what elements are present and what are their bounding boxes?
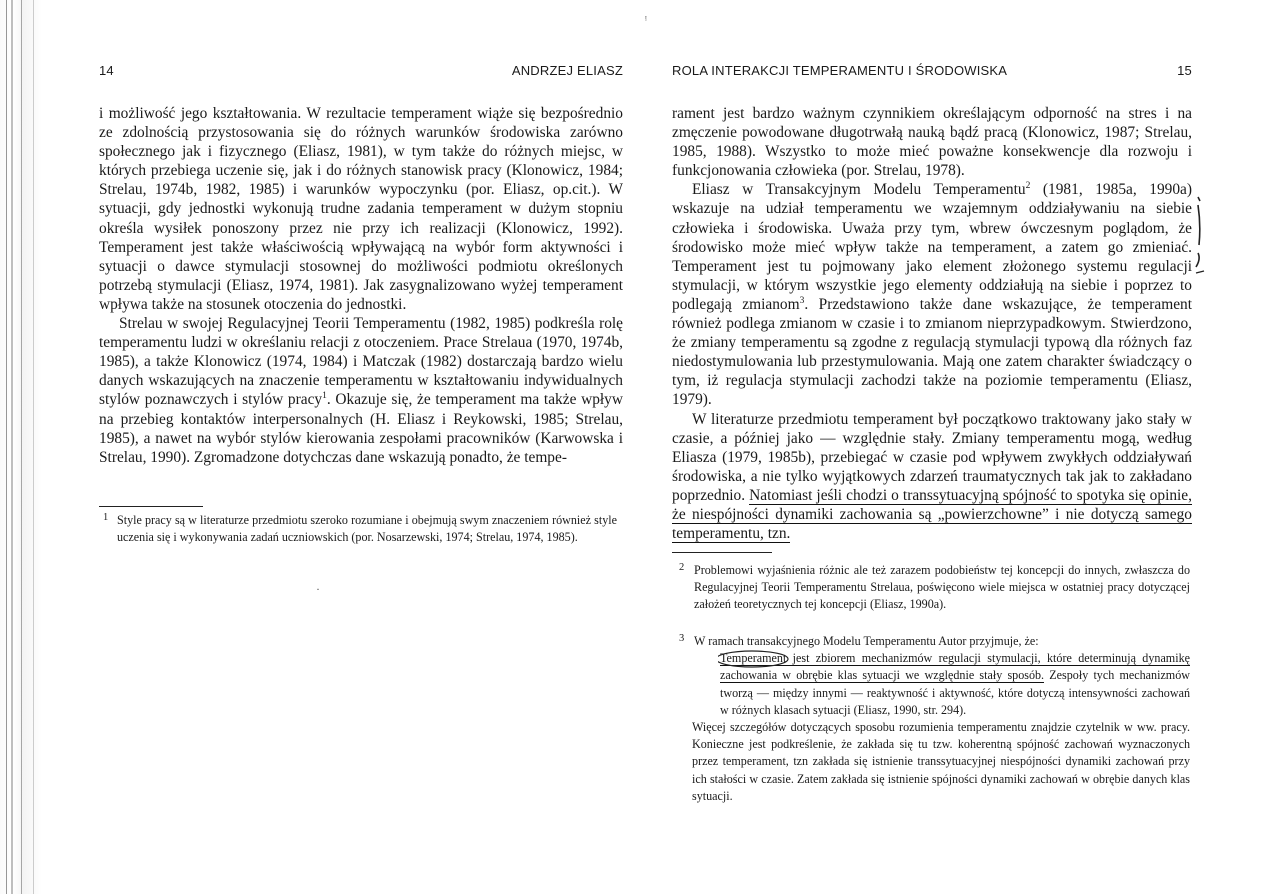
margin-bracket-mark (1192, 195, 1206, 285)
paragraph: Strelau w swojej Regulacyjnej Teorii Temperamentu (1982, 1985) podkreśla rolę temperamentu ludzi w określaniu relacji z otoczeniem. Prace Strelaua (1970, 1974b, 1985), a także Klonowicz (1974, 1984) i Matczak (1982) dostarczają bardzo wielu danych wskazujących na znaczenie temperamentu w kształtowaniu indywidualnych stylów poznawczych i stylów pracy$^1$. Okazuje się, że temperament ma także wpływ na przebieg kontaktów interpersonalnych (H. Eliasz i Reykowski, 1985; Strelau, 1985), a nawet na wybór stylów kierowania zespołami pracowników (Karwowska i Strelau, 1990). Zgromadzone dotychczas dane wskazują ponadto, że tempe- (99, 315, 623, 466)
paragraph: Eliasz w Transakcyjnym Modelu Temperamentu$^2$ (1981, 1985a, 1990a) wskazuje na udział temperamentu we wzajemnym oddziaływaniu na siebie człowieka i środowiska. Uważa przy tym, wbrew ówczesnym poglądom, że środowisko może mieć wpływ także na temperament, a zatem go zmieniać. Temperament jest tu pojmowany jako element złożonego systemu regulacji stymulacji, w którym wszystkie jego elementy oddziałują na siebie i poprzez to podlegają zmianom$^3$. Przedstawiono także dane wskazujące, że temperament również podlega zmianom w czasie i to zmianom nieprzypadkowym. Stwierdzono, że zmiany temperamentu są zgodne z regulacją stymulacji typową dla różnych faz niedostymulowania lub przestymulowania. Mają one zatem charakter świadczący o tym, iż regulacja stymulacji zachodzi także na poziomie temperamentu (Eliasz, 1979). (672, 181, 1192, 409)
paragraph: rament jest bardzo ważnym czynnikiem określającym odporność na stres i na zmęczenie powodowane długotrwałą nauką bądź pracą (Klonowicz, 1987; Strelau, 1985, 1988). Wszystko to może mieć poważne konsekwencje dla rozwoju i funkcjonowania człowieka (por. Strelau, 1978). (672, 105, 1192, 180)
scan-speck: · (316, 582, 320, 596)
paragraph: i możliwość jego kształtowania. W rezultacie temperament wiąże się bezpośrednio ze zdolnością przystosowania się do różnych warunków środowiska zarówno społecznego jak i fizycznego (Eliasz, 1981), w tym także do różnych miejsc, w których przebiega uczenie się, jak i do różnych stanowisk pracy (Klonowicz, 1984; Strelau, 1974b, 1982, 1985) i warunków wypoczynku (por. Eliasz, op.cit.). W sytuacji, gdy jednostki wykonują trudne zadania temperament w dużym stopniu określa wysiłek ponoszony przez nie przy ich realizacji (Klonowicz, 1992). Temperament jest także właściwością wpływającą na wybór form aktywności i sytuacji o dawce stymulacji stosownej do możliwości podmiotu określonych potrzebą stymulacji (Eliasz, 1974, 1981). Jak zasygnalizowano wyżej temperament wpływa także na stosunek otoczenia do jednostki. (99, 105, 623, 313)
footnote-text: Style pracy są w literaturze przedmiotu szeroko rozumiane i obejmują swym znaczeniem również style uczenia się i wykonywania zadań uczniowskich (por. Nosarzewski, 1974; Strelau, 1974, 1985). (117, 513, 617, 545)
footnote-mark: 1 (103, 512, 109, 523)
footnote-1 (103, 512, 617, 546)
right-page (672, 0, 1192, 894)
footnote-mark: 3 (679, 633, 685, 644)
footnote-continuation: Więcej szczegółów dotyczących sposobu rozumienia temperamentu znajdzie czytelnik w ww. pracy. Konieczne jest podkreślenie, że zakłada się tu tzw. koherentną spójność zachowań wyznaczonych przez temperament, tzn zakłada się istnienie transsytuacyjnej niespójności dynamiki zachowań przy ich stałości w czasie. Zatem zakłada się istnienie spójności dynamiki zachowań w obrębie danych klas sytuacji. (692, 720, 1190, 803)
page-binding-edge (0, 0, 42, 894)
handwritten-underline: Temperament jest zbiorem mechanizmów regulacji stymulacji, które determinują dynamikę zachowania w obrębie klas sytuacji we względnie stały sposób. (720, 651, 1190, 683)
running-head: ANDRZEJ ELIASZ (511, 63, 623, 78)
handwritten-underline: Natomiast jeśli chodzi o transsytuacyjną spójność to spotyka się opinie, że niespójności dynamiki zachowania są „powierzchowne” i nie dotyczą samego temperamentu, tzn. (672, 486, 1192, 543)
footnote-2 (679, 562, 1190, 614)
page-number: 15 (1177, 63, 1192, 78)
footnote-mark: 2 (679, 562, 685, 573)
footnote-intro: W ramach transakcyjnego Modelu Temperamentu Autor przyjmuje, że: (694, 634, 1039, 648)
footnote-ref: 3 (799, 295, 805, 306)
left-body-text (99, 104, 623, 467)
footnote-ref: 1 (322, 391, 327, 402)
running-head: ROLA INTERAKCJI TEMPERAMENTU I ŚRODOWISKA (672, 63, 1008, 78)
footnote-rule (99, 506, 203, 507)
right-body-text (672, 104, 1192, 543)
footnote-quote: Temperament jest zbiorem mechanizmów regulacji stymulacji, które determinują dynamikę zachowania w obrębie klas sytuacji we względnie stały sposób. Zespoły tych mechanizmów tworzą — między innymi — reaktywność i aktywność, które dotyczą intensywności zachowań w różnych klasach sytuacji (Eliasz, 1990, str. 294). (720, 651, 1190, 717)
scan-speck: ᵎ (645, 12, 647, 26)
footnote-text: Problemowi wyjaśnienia różnic ale też zarazem podobieństw tej koncepcji do innych, zwłaszcza do Regulacyjnej Teorii Temperamentu Strelaua, poświęcono wiele miejsca w ostatniej pracy dotyczącej założeń teoretycznych tej koncepcji (Eliasz, 1990a). (694, 563, 1190, 612)
footnote-ref: 2 (1025, 181, 1031, 192)
footnote-3 (679, 633, 1190, 805)
footnote-rule (672, 552, 772, 553)
paragraph: W literaturze przedmiotu temperament był początkowo traktowany jako stały w czasie, a później jako — względnie stały. Zmiany temperamentu mogą, według Eliasza (1979, 1985b), przebiegać w czasie pod wpływem zwykłych oddziaływań środowiska, a nie tylko wyjątkowych zdarzeń traumatycznych tak jak to zakładano poprzednio. Natomiast jeśli chodzi o transsytuacyjną spójność to spotyka się opinie, że niespójności dynamiki zachowania są „powierzchowne” i nie dotyczą samego temperamentu, tzn. (672, 410, 1192, 543)
page-number: 14 (99, 63, 114, 78)
left-page (99, 0, 623, 894)
